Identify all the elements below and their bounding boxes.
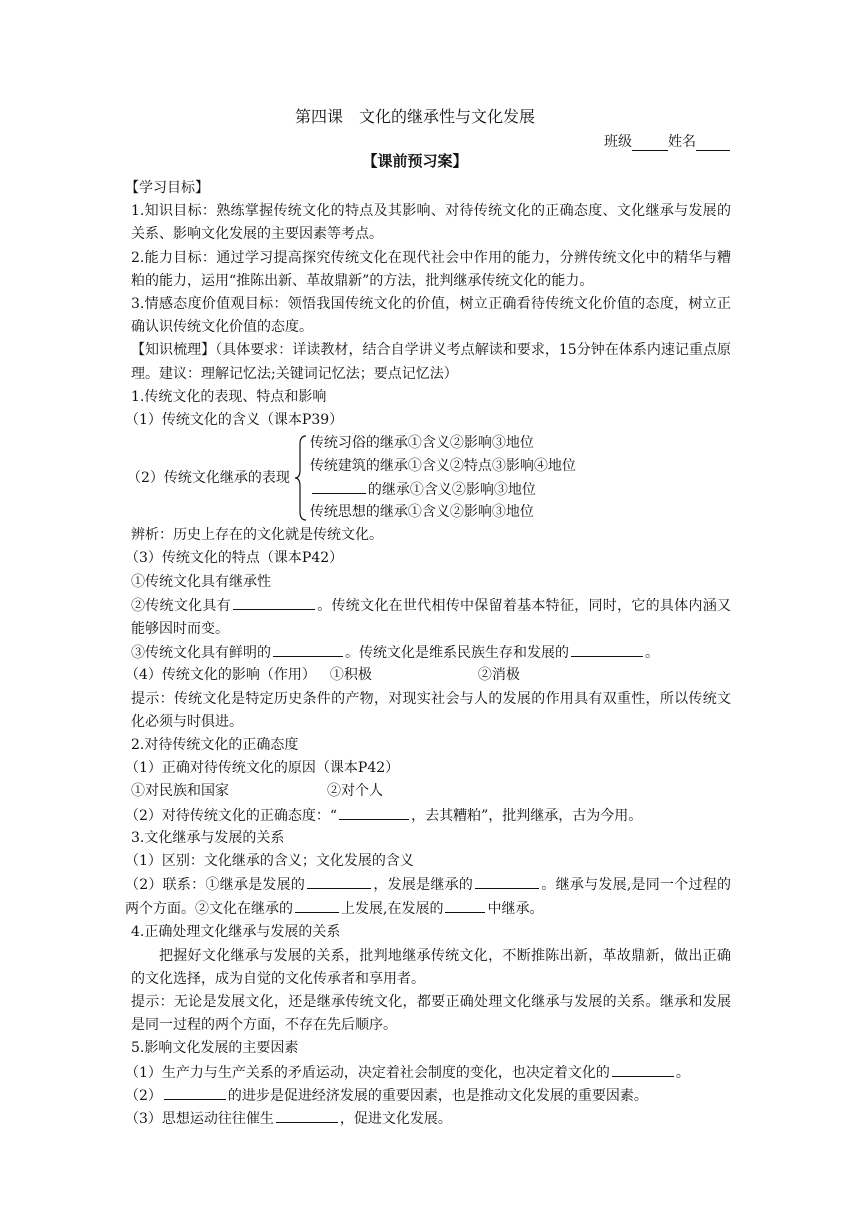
- goal-item: 1.知识目标：熟练掌握传统文化的特点及其影响、对待传统文化的正确态度、文化继承与发展的关系、影响文化发展的主要因素等考点。: [131, 203, 731, 243]
- fill-blank[interactable]: [295, 897, 339, 913]
- feature-3: ③传统文化具有鲜明的 。传统文化是维系民族生存和发展的 。: [131, 641, 731, 664]
- section-1-title: 1.传统文化的表现、特点和影响: [131, 388, 327, 405]
- s3-item-1: （1）区别：文化继承的含义；文化发展的含义: [125, 852, 414, 869]
- fill-blank[interactable]: [612, 1061, 674, 1077]
- section-5-title: 5.影响文化发展的主要因素: [131, 1040, 299, 1057]
- s2-item-1: （1）正确对待传统文化的原因（课本P42）: [125, 760, 400, 777]
- fill-blank[interactable]: [475, 873, 539, 889]
- s2-reasons: ①对民族和国家 ②对个人: [131, 783, 383, 800]
- fill-blank[interactable]: [233, 594, 315, 610]
- brace-item: 传统思想的继承①含义②影响③地位: [309, 504, 534, 521]
- s3-item-2: （2）联系：①继承是发展的 ，发展是继承的 。继承与发展,是同一个过程的两个方面。②文化在继承的 上发展,在发展的 中继承。: [125, 873, 731, 921]
- inheritance-forms: [127, 432, 731, 524]
- section-3-title: 3.文化继承与发展的关系: [131, 829, 285, 846]
- hint-note: 提示：无论是发展文化，还是继承传统文化，都要正确处理文化继承与发展的关系。继承和发展是同一过程的两个方面，不存在先后顺序。: [131, 994, 731, 1034]
- class-label: 班级: [604, 134, 632, 150]
- goals-heading: 【学习目标】: [125, 180, 209, 196]
- feature-2: ②传统文化具有 。传统文化在世代相传中保留着基本特征，同时，它的具体内涵又能够因时而变。: [131, 594, 731, 641]
- fill-blank[interactable]: [164, 1084, 226, 1100]
- hint-note: 提示：传统文化是特定历史条件的产物，对现实社会与人的发展的作用具有双重性，所以传统文化必须与时俱进。: [131, 690, 731, 730]
- lesson-title: 第四课 文化的继承性与文化发展: [294, 107, 535, 126]
- s1-item-3: （3）传统文化的特点（课本P42）: [125, 550, 344, 567]
- brace-item: 传统建筑的继承①含义②特点③影响④地位: [309, 458, 576, 475]
- fill-blank[interactable]: [312, 478, 366, 494]
- fill-blank[interactable]: [571, 641, 643, 657]
- goal-item: 2.能力目标：通过学习提高探究传统文化在现代社会中作用的能力，分辨传统文化中的精华与糟粕的能力，运用“推陈出新、革故鼎新”的方法，批判继承传统文化的能力。: [131, 249, 731, 289]
- brace-item: [310, 478, 576, 501]
- fill-blank[interactable]: [276, 1107, 338, 1123]
- s1-item-1: （1）传统文化的含义（课本P39）: [125, 412, 344, 428]
- name-label: 姓名: [668, 134, 696, 150]
- fill-blank[interactable]: [445, 897, 485, 913]
- curly-brace-icon: [294, 434, 308, 522]
- s5-item-1: （1）生产力与生产关系的矛盾运动，决定着社会制度的变化，也决定着文化的 。: [125, 1061, 731, 1084]
- s4-body: 把握好文化继承与发展的关系，批判地继承传统文化，不断推陈出新，革故鼎新，做出正确的文化选择，成为自觉的文化传承者和享用者。: [131, 947, 731, 987]
- brace-list: [310, 432, 576, 524]
- s1-item-2-label: （2）传统文化继承的表现: [127, 469, 290, 486]
- fill-blank[interactable]: [307, 873, 371, 889]
- section-4-title: 4.正确处理文化继承与发展的关系: [131, 924, 341, 941]
- brace-item-text: 的继承①含义②影响③地位: [367, 482, 536, 499]
- fill-blank[interactable]: [339, 804, 409, 820]
- class-blank[interactable]: [632, 136, 668, 151]
- fill-blank[interactable]: [273, 641, 343, 657]
- class-name-line: [604, 131, 730, 151]
- worksheet-content: [125, 177, 732, 1130]
- goal-item: 3.情感态度价值观目标：领悟我国传统文化的价值，树立正确看待传统文化价值的态度，树立正确认识传统文化价值的态度。: [131, 296, 731, 336]
- s5-item-3: （3）思想运动往往催生 ，促进文化发展。: [125, 1107, 731, 1130]
- feature-1: ①传统文化具有继承性: [131, 573, 271, 590]
- s2-item-2: （2）对待传统文化的正确态度：“ ，去其糟粕”，批判继承，古为今用。: [125, 804, 731, 827]
- distinguish-note: 辨析：历史上存在的文化就是传统文化。: [131, 527, 383, 544]
- s5-item-2: （2） 的进步是促进经济发展的重要因素，也是推动文化发展的重要因素。: [125, 1084, 731, 1107]
- brace-item: 传统习俗的继承①含义②影响③地位: [309, 435, 534, 452]
- review-heading: 【知识梳理】（具体要求：详读教材，结合自学讲义考点解读和要求，15分钟在体系内速记重点原理。建议：理解记忆法;关键词记忆法；要点记忆法）: [131, 342, 731, 382]
- name-blank[interactable]: [696, 136, 730, 151]
- section-title: 【课前预习案】: [362, 152, 468, 170]
- s1-item-4: （4）传统文化的影响（作用） ①积极 ②消极: [125, 667, 520, 684]
- section-2-title: 2.对待传统文化的正确态度: [131, 736, 299, 753]
